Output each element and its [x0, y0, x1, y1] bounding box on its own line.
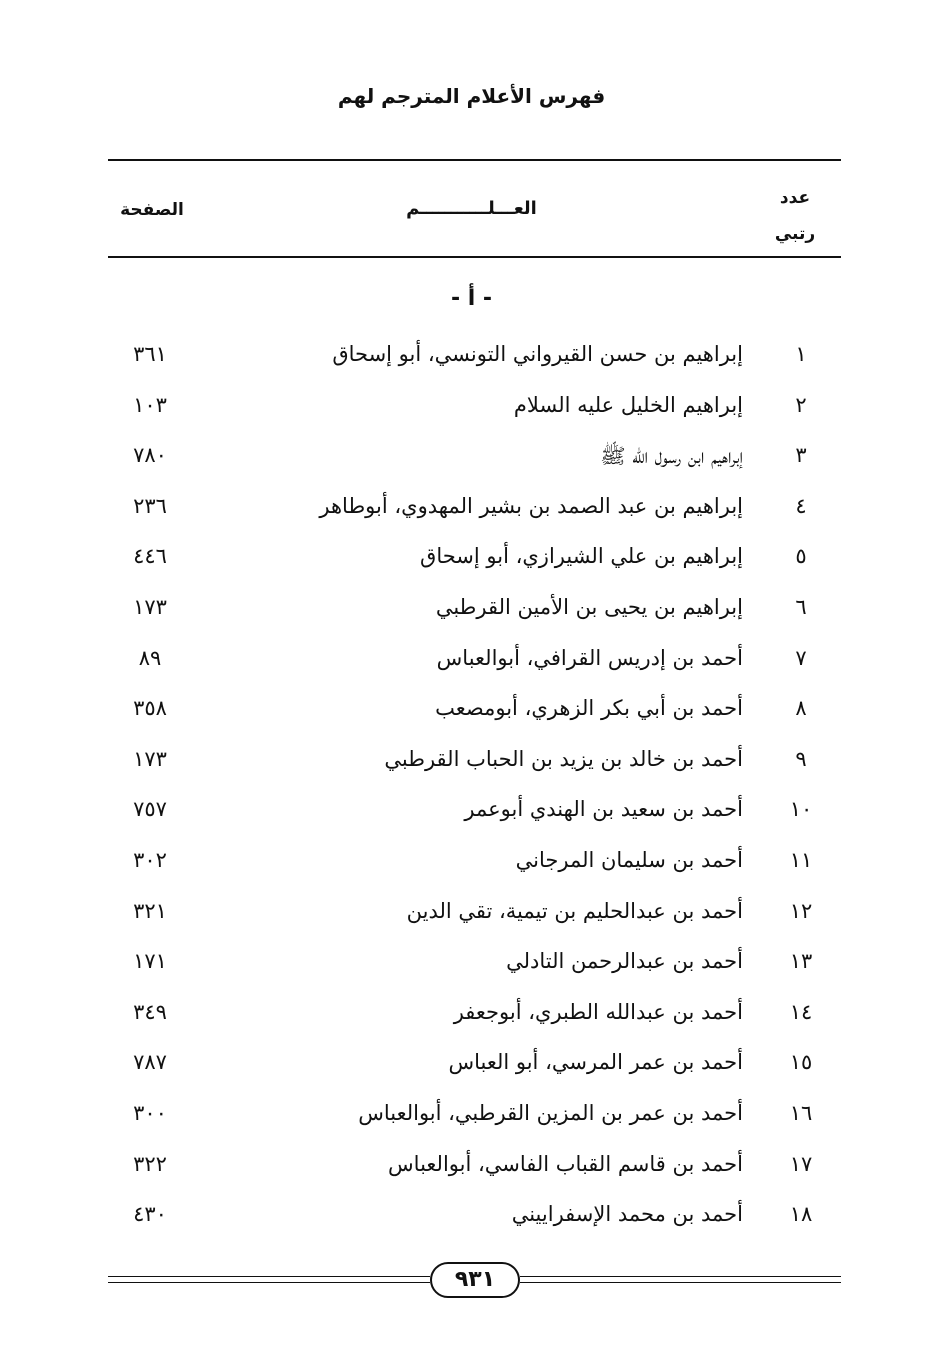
footer-rule — [520, 1282, 841, 1283]
entry-page: ٣٢٢ — [133, 1151, 167, 1176]
page-number: ٩٣١ — [430, 1262, 520, 1298]
entry-name: أحمد بن عبدالحليم بن تيمية، تقي الدين — [406, 898, 743, 923]
entry-name: إبراهيم بن عبد الصمد بن بشير المهدوي، أبوطاهر — [319, 493, 743, 518]
entry-page: ١٧١ — [133, 949, 167, 974]
index-row — [0, 1142, 943, 1193]
entry-page: ٨٩ — [138, 645, 162, 670]
entry-name: إبراهيم بن علي الشيرازي، أبو إسحاق — [420, 544, 743, 569]
entry-name: أحمد بن محمد الإسفراييني — [511, 1202, 743, 1227]
entry-name: أحمد بن سليمان المرجاني — [515, 847, 743, 872]
entry-page: ١٧٣ — [133, 746, 167, 771]
index-list — [0, 332, 943, 1243]
entry-number: ٩ — [795, 746, 807, 771]
index-row — [0, 433, 943, 484]
index-row — [0, 838, 943, 889]
index-row — [0, 1192, 943, 1243]
index-row — [0, 990, 943, 1041]
index-row — [0, 889, 943, 940]
entry-name: أحمد بن قاسم القباب الفاسي، أبوالعباس — [388, 1151, 743, 1176]
entry-page: ٣٢١ — [133, 898, 167, 923]
section-letter: - أ - — [450, 286, 493, 311]
entry-name: أحمد بن خالد بن يزيد بن الحباب القرطبي — [384, 746, 743, 771]
entry-name: أحمد بن عبدالرحمن التادلي — [506, 949, 743, 974]
entry-name: إبراهيم ابن رسول الله ﷺ — [600, 444, 743, 469]
entry-name: أحمد بن أبي بكر الزهري، أبومصعب — [435, 696, 743, 721]
index-row — [0, 1040, 943, 1091]
index-row — [0, 585, 943, 636]
entry-number: ١٥ — [789, 1050, 813, 1075]
index-row — [0, 939, 943, 990]
header-bottom-rule — [108, 256, 841, 258]
entry-name: أحمد بن عبدالله الطبري، أبوجعفر — [453, 999, 743, 1024]
entry-number: ١٧ — [789, 1151, 813, 1176]
entry-page: ٧٨٧ — [133, 1050, 167, 1075]
index-row — [0, 383, 943, 434]
column-header-number-line1: عدد — [779, 188, 811, 208]
index-row — [0, 636, 943, 687]
entry-number: ١٢ — [789, 898, 813, 923]
index-row — [0, 332, 943, 383]
index-row — [0, 534, 943, 585]
entry-number: ١٣ — [789, 949, 813, 974]
entry-number: ٧ — [795, 645, 807, 670]
entry-page: ٣٦١ — [133, 342, 167, 366]
entry-number: ٦ — [795, 594, 807, 619]
entry-name: أحمد بن عمر بن المزين القرطبي، أبوالعباس — [358, 1100, 743, 1125]
entry-number: ٢ — [795, 392, 807, 417]
column-header-page: الصفحة — [120, 200, 184, 220]
entry-page: ٧٨٠ — [133, 443, 167, 468]
entry-name: إبراهيم بن حسن القيرواني التونسي، أبو إسحاق — [332, 342, 743, 366]
entry-number: ١١ — [789, 847, 813, 872]
column-header-name: العـــلـــــــــــم — [406, 198, 537, 219]
entry-page: ٣٠٠ — [133, 1100, 167, 1125]
footer-rule — [520, 1276, 841, 1277]
entry-name: إبراهيم الخليل عليه السلام — [513, 392, 743, 417]
entry-number: ٨ — [795, 696, 807, 721]
entry-page: ٧٥٧ — [133, 797, 167, 822]
index-row — [0, 1091, 943, 1142]
entry-number: ٤ — [795, 493, 807, 518]
entry-page: ٢٣٦ — [133, 493, 167, 518]
entry-name: أحمد بن سعيد بن الهندي أبوعمر — [464, 797, 743, 822]
entry-number: ٣ — [795, 443, 807, 468]
entry-page: ١٧٣ — [133, 594, 167, 619]
entry-page: ٣٥٨ — [133, 696, 167, 721]
entry-number: ١٦ — [789, 1100, 813, 1125]
entry-name: أحمد بن إدريس القرافي، أبوالعباس — [436, 645, 743, 670]
entry-page: ٣٤٩ — [133, 999, 167, 1024]
entry-number: ١ — [795, 342, 807, 366]
entry-page: ١٠٣ — [133, 392, 167, 417]
entry-number: ١٨ — [789, 1202, 813, 1227]
footer-rule — [108, 1276, 430, 1277]
index-row — [0, 737, 943, 788]
header-top-rule — [108, 159, 841, 161]
column-header-number-line2: رتبي — [774, 224, 816, 244]
index-row — [0, 686, 943, 737]
index-row — [0, 484, 943, 535]
index-row — [0, 787, 943, 838]
entry-number: ١٠ — [789, 797, 813, 822]
entry-page: ٤٤٦ — [133, 544, 167, 569]
entry-page: ٣٠٢ — [133, 847, 167, 872]
entry-number: ٥ — [795, 544, 807, 569]
entry-number: ١٤ — [789, 999, 813, 1024]
footer-rule — [108, 1282, 430, 1283]
entry-page: ٤٣٠ — [133, 1202, 167, 1227]
page-title: فهرس الأعلام المترجم لهم — [337, 84, 606, 108]
entry-name: أحمد بن عمر المرسي، أبو العباس — [448, 1050, 743, 1075]
entry-name: إبراهيم بن يحيى بن الأمين القرطبي — [435, 594, 743, 619]
